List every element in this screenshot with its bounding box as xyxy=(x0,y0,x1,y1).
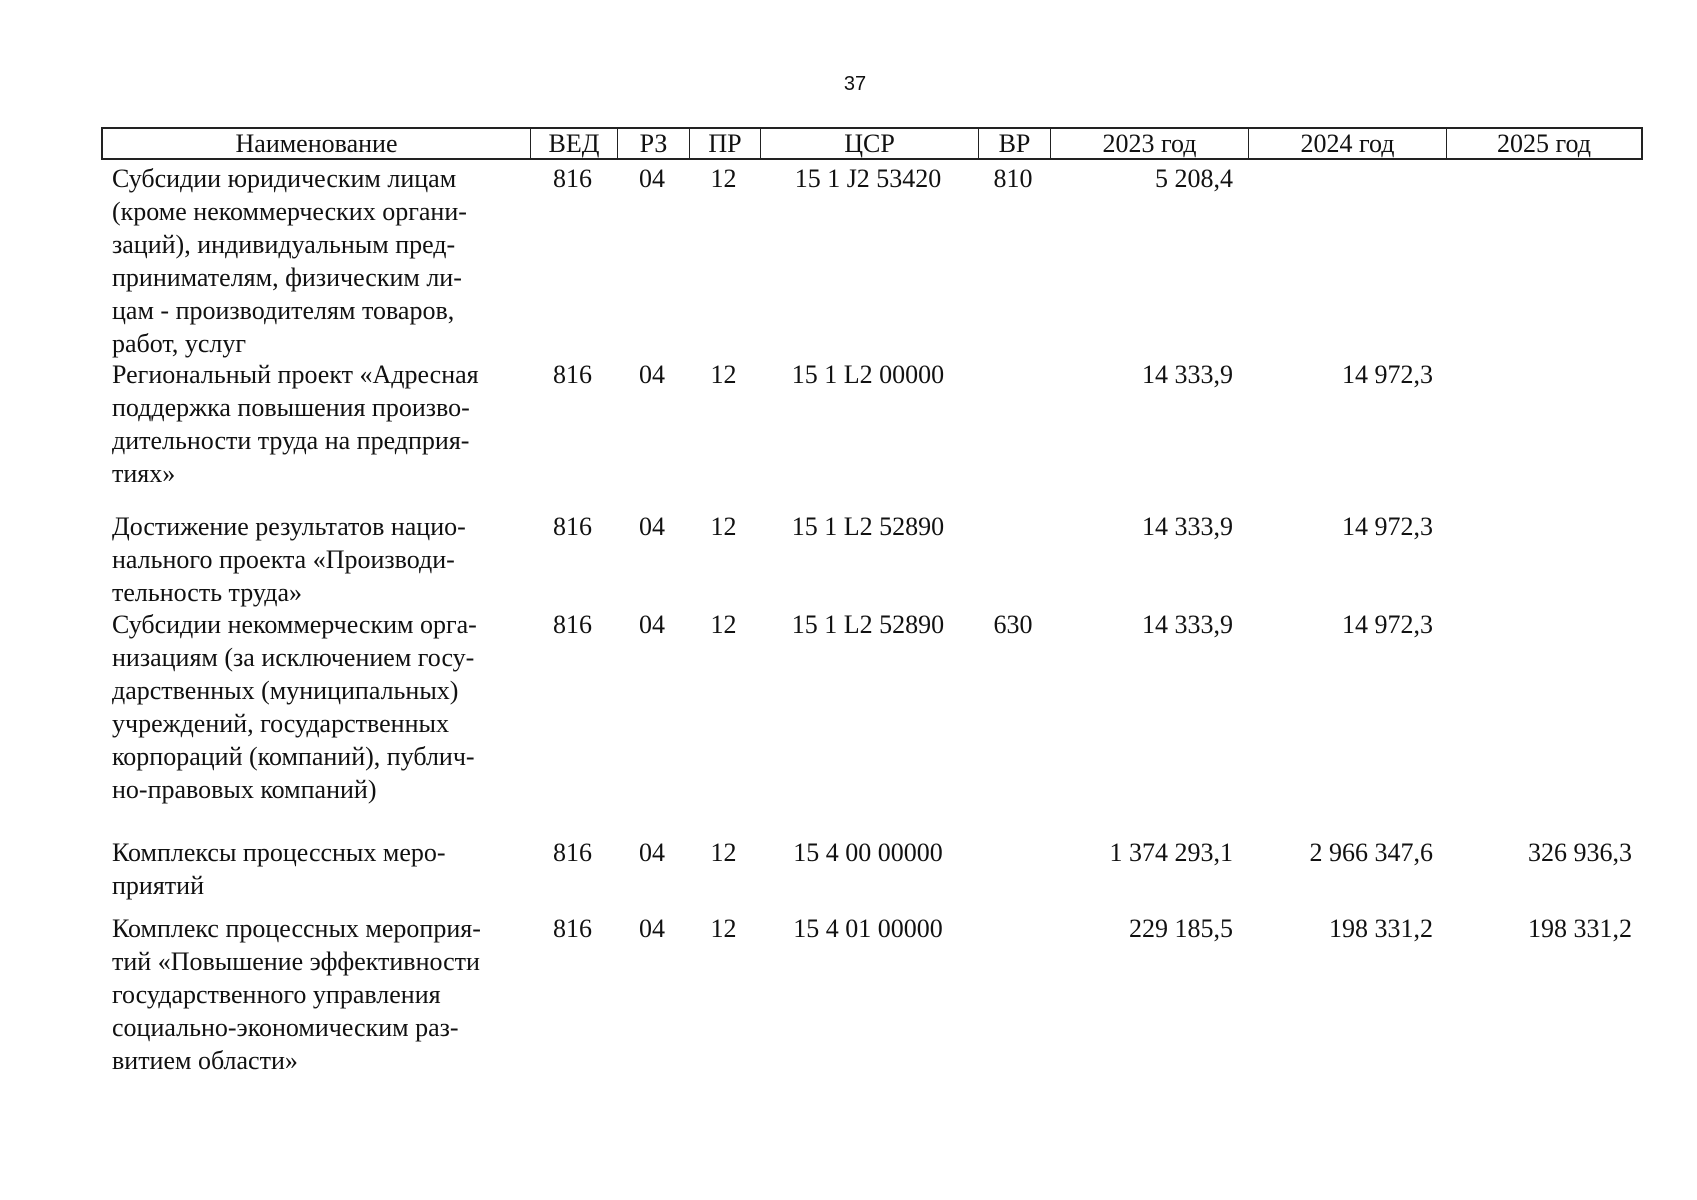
row-vr xyxy=(977,510,1049,609)
row-vr: 810 xyxy=(993,164,1033,193)
row-csr: 15 1 L2 52890 xyxy=(791,610,945,639)
row-vr xyxy=(977,836,1049,902)
row-2025: 198 331,2 xyxy=(1528,914,1632,943)
row-pr: 12 xyxy=(710,360,737,389)
header-name: Наименование xyxy=(103,129,531,158)
table-row xyxy=(101,912,1643,1077)
row-pr: 12 xyxy=(710,610,737,639)
row-2024 xyxy=(1247,162,1445,360)
row-name: Субсидии некоммерческим орга- низациям (за исключением госу- дарственных (муниципальных) учреждений, государственных корпораций (компаний), публич- но-правовых компаний) xyxy=(112,610,477,804)
row-2025: 326 936,3 xyxy=(1528,838,1632,867)
table-header xyxy=(101,127,1643,160)
header-csr: ЦСР xyxy=(761,129,979,158)
table-row xyxy=(101,836,1643,902)
row-2024: 14 972,3 xyxy=(1342,610,1433,639)
row-2024: 2 966 347,6 xyxy=(1309,838,1433,867)
row-rz: 04 xyxy=(639,164,665,193)
row-2023: 14 333,9 xyxy=(1142,610,1233,639)
row-name: Достижение результатов нацио- нального проекта «Производи- тельность труда» xyxy=(112,512,466,607)
row-ved: 816 xyxy=(553,164,592,193)
table-row xyxy=(101,358,1643,490)
row-2024: 14 972,3 xyxy=(1342,360,1433,389)
row-vr xyxy=(977,358,1049,490)
row-pr: 12 xyxy=(710,914,737,943)
row-name: Субсидии юридическим лицам (кроме некоммерческих органи- заций), индивидуальным пред- принимателям, физическим ли- цам - производителям товаров, работ, услуг xyxy=(112,164,467,358)
row-csr: 15 1 L2 52890 xyxy=(791,512,945,541)
header-2024: 2024 год xyxy=(1249,129,1447,158)
row-2025 xyxy=(1445,358,1643,490)
header-ved: ВЕД xyxy=(531,129,618,158)
row-rz: 04 xyxy=(639,914,665,943)
header-2023: 2023 год xyxy=(1051,129,1249,158)
row-2023: 14 333,9 xyxy=(1142,360,1233,389)
row-ved: 816 xyxy=(553,360,592,389)
page-number: 37 xyxy=(843,73,867,95)
row-csr: 15 4 01 00000 xyxy=(793,914,943,943)
row-2025 xyxy=(1445,162,1643,360)
row-2023: 1 374 293,1 xyxy=(1109,838,1233,867)
row-ved: 816 xyxy=(553,512,592,541)
row-2025 xyxy=(1445,608,1643,806)
table-row xyxy=(101,608,1643,806)
row-vr xyxy=(977,912,1049,1077)
table-row xyxy=(101,162,1643,360)
row-pr: 12 xyxy=(710,838,737,867)
row-pr: 12 xyxy=(710,164,737,193)
row-name: Региональный проект «Адресная поддержка повышения произво- дительности труда на предприя- тиях» xyxy=(112,360,479,488)
row-ved: 816 xyxy=(553,914,592,943)
row-vr: 630 xyxy=(993,610,1033,639)
header-pr: ПР xyxy=(690,129,761,158)
row-2025 xyxy=(1445,510,1643,609)
row-rz: 04 xyxy=(639,512,665,541)
row-rz: 04 xyxy=(639,838,665,867)
row-ved: 816 xyxy=(553,838,592,867)
row-rz: 04 xyxy=(639,610,665,639)
row-rz: 04 xyxy=(639,360,665,389)
row-2023: 5 208,4 xyxy=(1155,164,1233,193)
header-rz: РЗ xyxy=(618,129,690,158)
row-name: Комплексы процессных меро- приятий xyxy=(112,838,446,900)
row-name: Комплекс процессных мероприя- тий «Повышение эффективности государственного управления социально-экономическим раз- витием области» xyxy=(112,914,481,1075)
row-2024: 14 972,3 xyxy=(1342,512,1433,541)
header-vr: ВР xyxy=(979,129,1051,158)
row-ved: 816 xyxy=(553,610,592,639)
row-csr: 15 1 J2 53420 xyxy=(794,164,942,193)
table-row xyxy=(101,510,1643,609)
row-csr: 15 1 L2 00000 xyxy=(791,360,945,389)
row-pr: 12 xyxy=(710,512,737,541)
row-2024: 198 331,2 xyxy=(1329,914,1433,943)
row-2023: 14 333,9 xyxy=(1142,512,1233,541)
row-2023: 229 185,5 xyxy=(1129,914,1233,943)
row-csr: 15 4 00 00000 xyxy=(793,838,943,867)
header-2025: 2025 год xyxy=(1497,129,1591,158)
